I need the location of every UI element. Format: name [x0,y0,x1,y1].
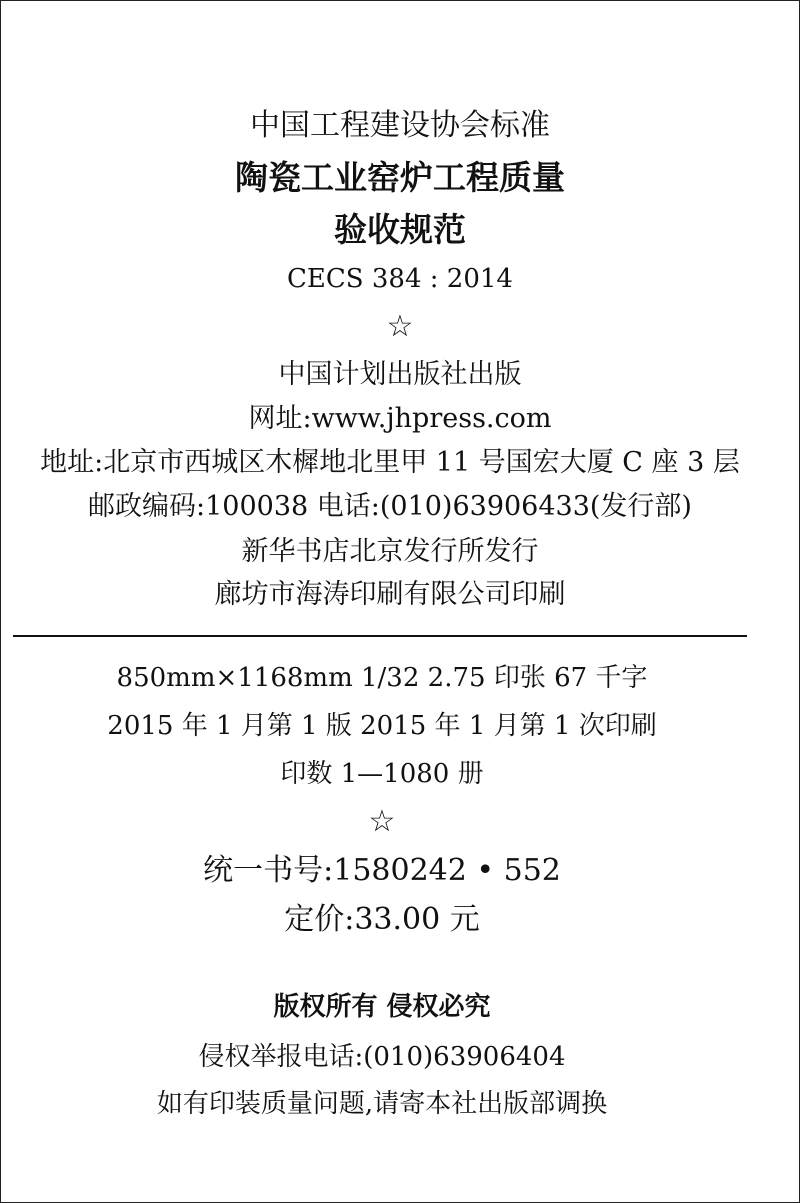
distributor: 新华书店北京发行所发行 [241,536,539,567]
divider-rule [13,635,747,637]
quality-return-note: 如有印装质量问题,请寄本社出版部调换 [156,1089,608,1119]
association-name: 中国工程建设协会标准 [250,108,550,143]
format-spec: 850mm×1168mm 1/32 2.75 印张 67 千字 [116,663,648,693]
edition-info: 2015 年 1 月第 1 版 2015 年 1 月第 1 次印刷 [107,711,657,741]
star-icon: ☆ [386,309,414,344]
print-run: 印数 1—1080 册 [280,759,484,789]
address: 地址:北京市西城区木樨地北里甲 11 号国宏大厦 C 座 3 层 [40,447,740,478]
copyright-notice: 版权所有 侵权必究 [273,992,491,1022]
title-line-1: 陶瓷工业窑炉工程质量 [235,158,565,197]
printer: 廊坊市海涛印刷有限公司印刷 [214,579,566,610]
price: 定价:33.00 元 [284,902,480,937]
website: 网址:www.jhpress.com [248,403,552,434]
star-icon: ☆ [368,804,396,839]
book-number: 统一书号:1580242 • 552 [203,853,561,888]
publisher-name: 中国计划出版社出版 [278,359,522,390]
postal-and-phone: 邮政编码:100038 电话:(010)63906433(发行部) [88,491,692,522]
title-line-2: 验收规范 [334,210,466,249]
standard-code: CECS 384 : 2014 [287,264,513,294]
infringement-report-phone: 侵权举报电话:(010)63906404 [198,1042,566,1072]
